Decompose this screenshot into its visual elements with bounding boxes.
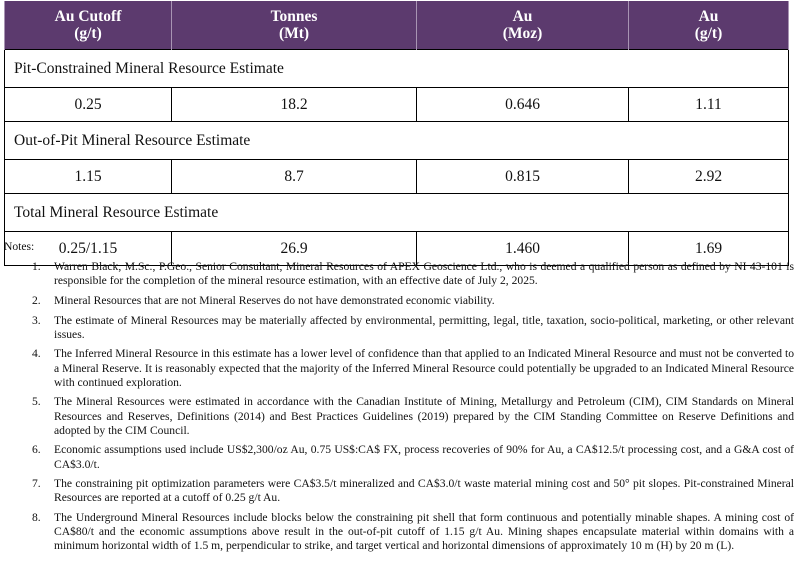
note-number: 1. bbox=[32, 260, 41, 274]
cell-au-cutoff: 0.25/1.15 bbox=[5, 232, 172, 266]
note-item bbox=[4, 511, 794, 554]
note-text: The Underground Mineral Resources include blocks below the constraining pit shell that form continuous and potentially minable shapes. A mining cost of CA$80/t and the economic assumptions above result in the out-of-pit cutoff of 1.15 g/t Au. Mining shapes encapsulate material within domains with a minimum horizontal width of 1.5 m, perpendicular to strike, and target vertical and horizontal dimensions of approximately 10 m (H) by 20 m (L). bbox=[54, 510, 794, 553]
section-row bbox=[5, 50, 789, 88]
cell-au-grade: 1.11 bbox=[629, 88, 789, 122]
note-item bbox=[4, 395, 794, 438]
header-au-cutoff: Au Cutoff (g/t) bbox=[5, 1, 172, 50]
cell-au-cutoff: 1.15 bbox=[5, 160, 172, 194]
note-number: 4. bbox=[32, 347, 41, 361]
notes-section bbox=[4, 240, 794, 559]
note-item bbox=[4, 294, 794, 308]
note-number: 8. bbox=[32, 510, 41, 524]
cell-au-moz: 0.815 bbox=[417, 160, 629, 194]
note-number: 7. bbox=[32, 477, 41, 491]
note-item bbox=[4, 314, 794, 342]
table-header-row bbox=[5, 1, 789, 50]
note-item bbox=[4, 477, 794, 505]
mineral-resource-table bbox=[4, 1, 789, 266]
note-item bbox=[4, 260, 794, 288]
cell-au-moz: 0.646 bbox=[417, 88, 629, 122]
note-text: Warren Black, M.Sc., P.Geo., Senior Consultant, Mineral Resources of APEX Geoscience Ltd., who is deemed a qualified person as defined by NI 43-101 is responsible for the completion of the mineral resource estimation, with an effective date of July 2, 2025. bbox=[54, 260, 794, 288]
table-row bbox=[5, 160, 789, 194]
note-item bbox=[4, 347, 794, 390]
notes-list bbox=[4, 260, 794, 553]
section-row bbox=[5, 194, 789, 232]
note-number: 2. bbox=[32, 294, 41, 307]
header-tonnes: Tonnes (Mt) bbox=[172, 1, 417, 50]
note-text: The Inferred Mineral Resource in this estimate has a lower level of confidence than that applied to an Indicated Mineral Resource and must not be converted to a Mineral Reserve. It is reasonably expected that the majority of the Inferred Mineral Resource could potentially be upgraded to an Indicated Mineral Resource with continued exploration. bbox=[54, 347, 794, 389]
note-number: 3. bbox=[32, 313, 41, 327]
note-text: The Mineral Resources were estimated in accordance with the Canadian Institute of Mining, Metallurgy and Petroleum (CIM), CIM Standards on Mineral Resources and Reserves, Definitions (2014) and Best Practices Guidelines (2019) prepared by the CIM Standing Committee on Reserve Definitions and adopted by the CIM Council. bbox=[54, 395, 794, 437]
note-text: Economic assumptions used include US$2,300/oz Au, 0.75 US$:CA$ FX, process recoveries of 90% for Au, a CA$12.5/t processing cost, and a G&A cost of CA$3.0/t. bbox=[54, 443, 794, 471]
note-item bbox=[4, 443, 794, 471]
section-row bbox=[5, 122, 789, 160]
cell-tonnes: 8.7 bbox=[172, 160, 417, 194]
cell-tonnes: 26.9 bbox=[172, 232, 417, 266]
note-text: The constraining pit optimization parameters were CA$3.5/t mineralized and CA$3.0/t waste material mining cost and 50° pit slopes. Pit-constrained Mineral Resources are reported at a cutoff of 0.25 g/t Au. bbox=[54, 477, 794, 505]
cell-au-moz: 1.460 bbox=[417, 232, 629, 266]
note-text: Mineral Resources that are not Mineral Reserves do not have demonstrated economic viability. bbox=[54, 294, 495, 307]
note-number: 6. bbox=[32, 443, 41, 457]
header-au-moz: Au (Moz) bbox=[417, 1, 629, 50]
header-au-grade: Au (g/t) bbox=[629, 1, 789, 50]
section-title-out-of-pit: Out-of-Pit Mineral Resource Estimate bbox=[5, 122, 789, 160]
note-number: 5. bbox=[32, 395, 41, 409]
section-title-total: Total Mineral Resource Estimate bbox=[5, 194, 789, 232]
table-row bbox=[5, 88, 789, 122]
note-text: The estimate of Mineral Resources may be materially affected by environmental, permitting, legal, title, taxation, socio-political, marketing, or other relevant issues. bbox=[54, 313, 794, 341]
cell-au-grade: 2.92 bbox=[629, 160, 789, 194]
cell-tonnes: 18.2 bbox=[172, 88, 417, 122]
cell-au-cutoff: 0.25 bbox=[5, 88, 172, 122]
section-title-pit-constrained: Pit-Constrained Mineral Resource Estimate bbox=[5, 50, 789, 88]
cell-au-grade: 1.69 bbox=[629, 232, 789, 266]
notes-title: Notes: bbox=[4, 240, 35, 253]
